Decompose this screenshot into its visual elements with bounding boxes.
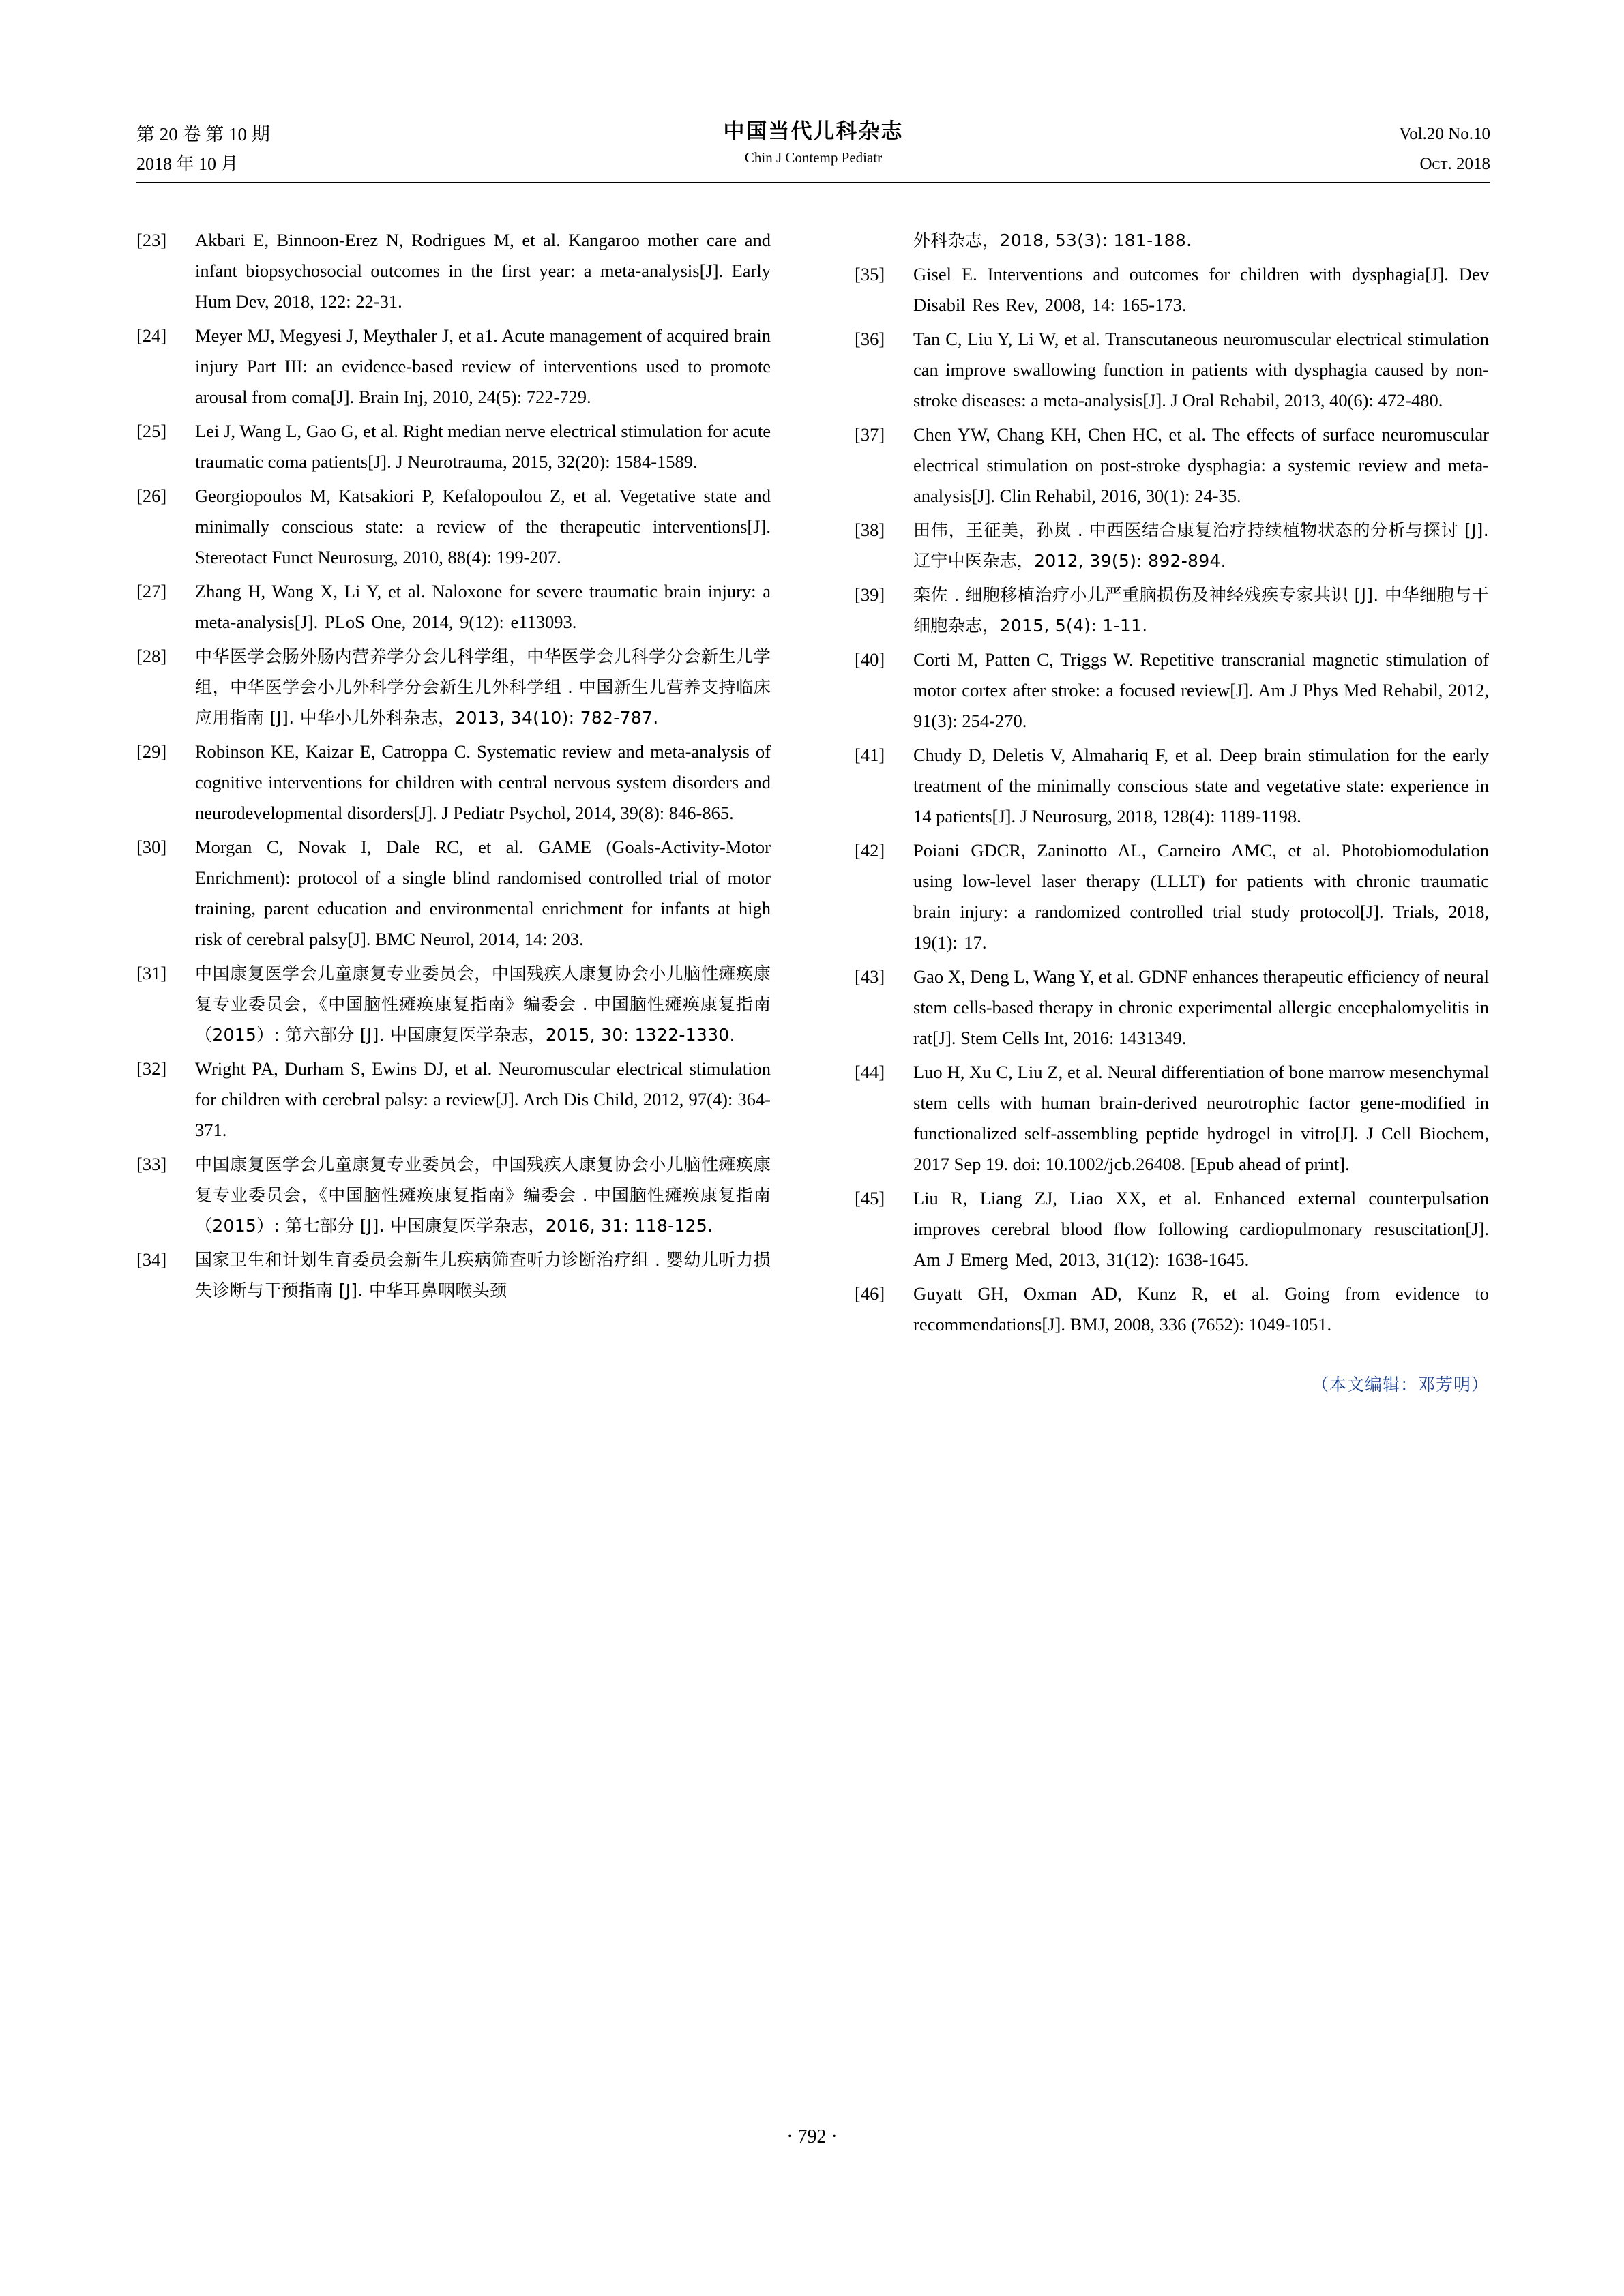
reference-text: Chudy D, Deletis V, Almahariq F, et al. Deep brain stimulation for the early treatment of the minimally conscious state and vegetative state: experience in 14 patients[J]. J Neurosurg, 2018, 128(4): 1189-1198. bbox=[913, 745, 1489, 826]
reference-number: [44] bbox=[855, 1062, 885, 1082]
reference-item bbox=[855, 740, 1489, 832]
reference-item bbox=[136, 320, 771, 413]
reference-text: Tan C, Liu Y, Li W, et al. Transcutaneous neuromuscular electrical stimulation can improve swallowing function in patients with dysphagia caused by non-stroke diseases: a meta-analysis[J]. J Oral Rehabil, 2013, 40(6): 472-480. bbox=[913, 329, 1489, 411]
header-date-en: Oct. 2018 bbox=[1419, 155, 1490, 173]
reference-text: Luo H, Xu C, Liu Z, et al. Neural differentiation of bone marrow mesenchymal stem cells with human brain-derived neurotrophic factor gene-modified in functionalized self-assembling peptide hydrogel in vitro[J]. J Cell Biochem, 2017 Sep 19. doi: 10.1002/jcb.26408. [Epub ahead of print]. bbox=[913, 1062, 1489, 1174]
reference-number: [39] bbox=[855, 584, 885, 605]
header-left bbox=[136, 119, 270, 179]
reference-text: Lei J, Wang L, Gao G, et al. Right median nerve electrical stimulation for acute traumatic coma patients[J]. J Neurotrauma, 2015, 32(20): 1584-1589. bbox=[195, 421, 771, 472]
reference-column-left bbox=[136, 225, 771, 1309]
reference-number: [34] bbox=[136, 1249, 167, 1270]
reference-item bbox=[855, 515, 1489, 576]
reference-number: [42] bbox=[855, 840, 885, 861]
reference-item bbox=[136, 1244, 771, 1306]
reference-number: [37] bbox=[855, 424, 885, 445]
header-date-cn: 2018 年 10 月 bbox=[136, 154, 239, 174]
reference-number: [38] bbox=[855, 520, 885, 540]
header-divider bbox=[136, 182, 1490, 183]
header-right bbox=[1399, 119, 1490, 179]
reference-number: [32] bbox=[136, 1058, 167, 1079]
reference-item bbox=[136, 736, 771, 829]
reference-item bbox=[855, 580, 1489, 641]
reference-text: Akbari E, Binnoon-Erez N, Rodrigues M, et al. Kangaroo mother care and infant biopsychosocial outcomes in the first year: a meta-analysis[J]. Early Hum Dev, 2018, 122: 22-31. bbox=[195, 230, 771, 312]
reference-number: [41] bbox=[855, 745, 885, 765]
reference-text: Liu R, Liang ZJ, Liao XX, et al. Enhanced external counterpulsation improves cerebral blood flow following cardiopulmonary resuscitation[J]. Am J Emerg Med, 2013, 31(12): 1638-1645. bbox=[913, 1188, 1489, 1270]
reference-text: Poiani GDCR, Zaninotto AL, Carneiro AMC, et al. Photobiomodulation using low-level laser therapy (LLLT) for patients with chronic traumatic brain injury: a randomized controlled trial study protocol[J]. Trials, 2018, 19(1): 17. bbox=[913, 840, 1489, 953]
page-header bbox=[136, 119, 1490, 181]
reference-item bbox=[136, 1149, 771, 1241]
header-volume-issue-en: Vol.20 No.10 bbox=[1399, 125, 1490, 143]
reference-item bbox=[855, 1279, 1489, 1340]
reference-number: [46] bbox=[855, 1283, 885, 1304]
reference-number: [33] bbox=[136, 1154, 167, 1174]
reference-item bbox=[855, 225, 1489, 256]
reference-number: [43] bbox=[855, 966, 885, 987]
reference-text: 田伟，王征美，孙岚 . 中西医结合康复治疗持续植物状态的分析与探讨 [J]. 辽宁中医杂志，2012, 39(5): 892-894. bbox=[913, 520, 1489, 571]
reference-text: Gisel E. Interventions and outcomes for children with dysphagia[J]. Dev Disabil Res Rev, 2008, 14: 165-173. bbox=[913, 264, 1489, 315]
header-volume-issue: 第 20 卷 第 10 期 bbox=[136, 124, 270, 145]
reference-item bbox=[136, 1054, 771, 1146]
reference-text: 中国康复医学会儿童康复专业委员会，中国残疾人康复协会小儿脑性瘫痪康复专业委员会，《中国脑性瘫痪康复指南》编委会 . 中国脑性瘫痪康复指南（2015）: 第六部分 [J]. 中国康复医学杂志，2015, 30: 1322-1330. bbox=[195, 964, 771, 1045]
reference-item bbox=[855, 1057, 1489, 1180]
reference-text: Meyer MJ, Megyesi J, Meythaler J, et a1. Acute management of acquired brain injury Part III: an evidence-based review of interventions used to promote arousal from coma[J]. Brain Inj, 2010, 24(5): 722-729. bbox=[195, 325, 771, 407]
reference-item bbox=[136, 481, 771, 573]
journal-title-cn: 中国当代儿科杂志 bbox=[723, 119, 904, 144]
reference-text: Georgiopoulos M, Katsakiori P, Kefalopoulou Z, et al. Vegetative state and minimally conscious state: a review of the therapeutic interventions[J]. Stereotact Funct Neurosurg, 2010, 88(4): 199-207. bbox=[195, 486, 771, 567]
reference-number: [36] bbox=[855, 329, 885, 349]
reference-item bbox=[136, 958, 771, 1050]
reference-number: [45] bbox=[855, 1188, 885, 1208]
reference-text: 外科杂志，2018, 53(3): 181-188. bbox=[913, 230, 1192, 250]
reference-item bbox=[855, 419, 1489, 511]
reference-item bbox=[855, 644, 1489, 736]
page-number: · 792 · bbox=[786, 2126, 838, 2147]
reference-column-right bbox=[855, 225, 1489, 1396]
reference-text: Chen YW, Chang KH, Chen HC, et al. The effects of surface neuromuscular electrical stimulation on post-stroke dysphagia: a systemic review and meta-analysis[J]. Clin Rehabil, 2016, 30(1): 24-35. bbox=[913, 424, 1489, 506]
reference-text: Wright PA, Durham S, Ewins DJ, et al. Neuromuscular electrical stimulation for children with cerebral palsy: a review[J]. Arch Dis Child, 2012, 97(4): 364-371. bbox=[195, 1058, 771, 1140]
reference-text: Guyatt GH, Oxman AD, Kunz R, et al. Going from evidence to recommendations[J]. BMJ, 2008, 336 (7652): 1049-1051. bbox=[913, 1283, 1489, 1335]
reference-item bbox=[855, 324, 1489, 416]
reference-number: [30] bbox=[136, 837, 167, 857]
reference-number: [25] bbox=[136, 421, 167, 441]
header-center bbox=[724, 117, 904, 168]
reference-number: [29] bbox=[136, 741, 167, 762]
reference-item bbox=[136, 416, 771, 477]
reference-item bbox=[855, 1183, 1489, 1275]
reference-text: 中国康复医学会儿童康复专业委员会，中国残疾人康复协会小儿脑性瘫痪康复专业委员会，《中国脑性瘫痪康复指南》编委会 . 中国脑性瘫痪康复指南（2015）: 第七部分 [J]. 中国康复医学杂志，2016, 31: 118-125. bbox=[195, 1154, 771, 1236]
reference-text: Gao X, Deng L, Wang Y, et al. GDNF enhances therapeutic efficiency of neural stem cells-based therapy in chronic experimental allergic encephalomyelitis in rat[J]. Stem Cells Int, 2016: 1431349. bbox=[913, 966, 1489, 1048]
reference-number: [35] bbox=[855, 264, 885, 284]
reference-text: Robinson KE, Kaizar E, Catroppa C. Systematic review and meta-analysis of cognitive interventions for children with central nervous system disorders and neurodevelopmental disorders[J]. J Pediatr Psychol, 2014, 39(8): 846-865. bbox=[195, 741, 771, 823]
reference-text: Corti M, Patten C, Triggs W. Repetitive transcranial magnetic stimulation of motor cortex after stroke: a focused review[J]. Am J Phys Med Rehabil, 2012, 91(3): 254-270. bbox=[913, 649, 1489, 731]
editor-note: （本文编辑：邓芳明） bbox=[1311, 1375, 1489, 1395]
reference-text: 栾佐 . 细胞移植治疗小儿严重脑损伤及神经残疾专家共识 [J]. 中华细胞与干细胞杂志，2015, 5(4): 1-11. bbox=[913, 585, 1489, 636]
reference-number: [23] bbox=[136, 230, 167, 250]
reference-item bbox=[855, 259, 1489, 320]
journal-title-en: Chin J Contemp Pediatr bbox=[744, 149, 883, 166]
reference-item bbox=[136, 832, 771, 955]
reference-number: [27] bbox=[136, 581, 167, 601]
reference-item bbox=[855, 961, 1489, 1054]
reference-number: [40] bbox=[855, 649, 885, 670]
reference-text: Zhang H, Wang X, Li Y, et al. Naloxone for severe traumatic brain injury: a meta-analysis[J]. PLoS One, 2014, 9(12): e113093. bbox=[195, 581, 771, 632]
reference-item bbox=[136, 225, 771, 317]
reference-number: [26] bbox=[136, 486, 167, 506]
reference-text: 中华医学会肠外肠内营养学分会儿科学组，中华医学会儿科学分会新生儿学组，中华医学会小儿外科学分会新生儿外科学组 . 中国新生儿营养支持临床应用指南 [J]. 中华小儿外科杂志，2013, 34(10): 782-787. bbox=[195, 646, 771, 728]
reference-number: [28] bbox=[136, 646, 167, 666]
reference-item bbox=[136, 576, 771, 638]
reference-number: [24] bbox=[136, 325, 167, 346]
reference-item bbox=[136, 641, 771, 733]
reference-number: [31] bbox=[136, 963, 167, 983]
reference-text: Morgan C, Novak I, Dale RC, et al. GAME (Goals-Activity-Motor Enrichment): protocol of a single blind randomised controlled trial of motor training, parent education and environmental enrichment for infants at high risk of cerebral palsy[J]. BMC Neurol, 2014, 14: 203. bbox=[195, 837, 771, 949]
reference-text: 国家卫生和计划生育委员会新生儿疾病筛查听力诊断治疗组 . 婴幼儿听力损失诊断与干预指南 [J]. 中华耳鼻咽喉头颈 bbox=[195, 1250, 771, 1300]
reference-item bbox=[855, 835, 1489, 958]
